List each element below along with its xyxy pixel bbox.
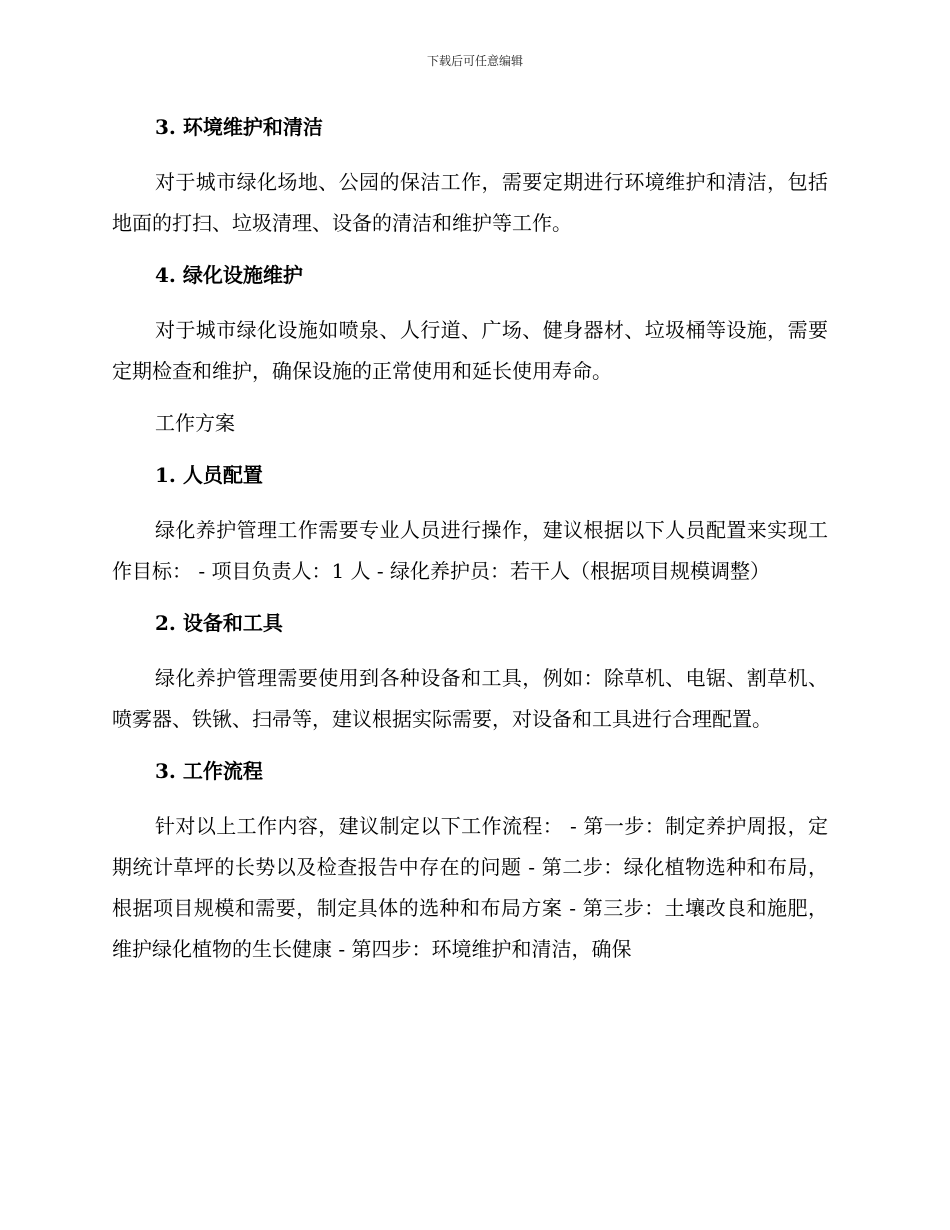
document-body bbox=[112, 110, 828, 970]
section-heading-facility-maintenance: 4. 绿化设施维护 bbox=[155, 263, 303, 287]
paragraph-environment-maintenance: 对于城市绿化场地、公园的保洁工作，需要定期进行环境维护和清洁，包括地面的打扫、垃圾清理、设备的清洁和维护等工作。 bbox=[112, 170, 828, 235]
section-heading-work-plan: 工作方案 bbox=[155, 411, 235, 435]
section-heading-workflow: 3. 工作流程 bbox=[155, 759, 263, 783]
section-heading-equipment: 2. 设备和工具 bbox=[155, 611, 283, 635]
page-header: 下载后可任意编辑 bbox=[426, 54, 523, 68]
paragraph-equipment: 绿化养护管理需要使用到各种设备和工具，例如：除草机、电锯、割草机、喷雾器、铁锹、扫帚等，建议根据实际需要，对设备和工具进行合理配置。 bbox=[112, 666, 828, 731]
paragraph-workflow: 针对以上工作内容，建议制定以下工作流程： - 第一步：制定养护周报，定期统计草坪的长势以及检查报告中存在的问题 - 第二步：绿化植物选种和布局，根据项目规模和需要，制定具体的选种和布局方案 - 第三步：土壤改良和施肥，维护绿化植物的生长健康 - 第四步：环境维护和清洁，确保 bbox=[112, 814, 828, 961]
section-heading-environment-maintenance: 3. 环境维护和清洁 bbox=[155, 115, 323, 139]
paragraph-staffing: 绿化养护管理工作需要专业人员进行操作，建议根据以下人员配置来实现工作目标： - 项目负责人：1 人 - 绿化养护员：若干人（根据项目规模调整） bbox=[112, 518, 828, 583]
section-heading-staffing: 1. 人员配置 bbox=[155, 463, 263, 487]
paragraph-facility-maintenance: 对于城市绿化设施如喷泉、人行道、广场、健身器材、垃圾桶等设施，需要定期检查和维护，确保设施的正常使用和延长使用寿命。 bbox=[112, 318, 828, 383]
